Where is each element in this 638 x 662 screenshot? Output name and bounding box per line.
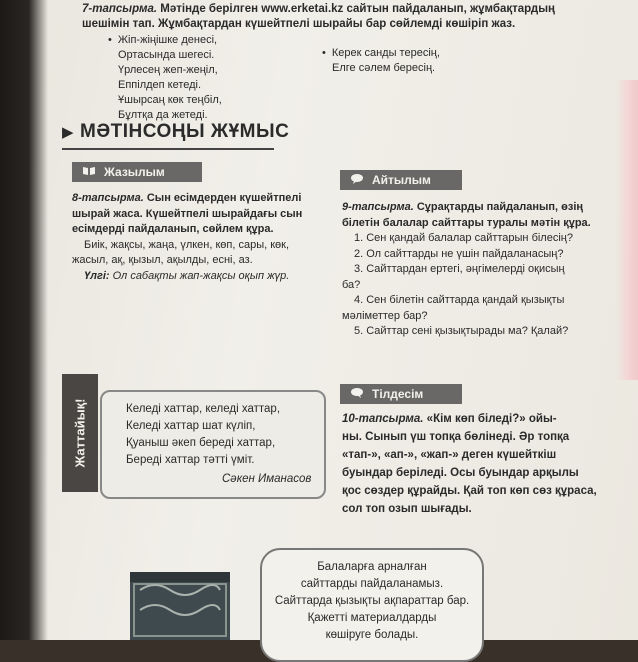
task8-line: шырай жаса. Күшейтпелі шырайдағы сын (72, 207, 303, 220)
task10-line: сол топ озып шығады. (342, 503, 472, 515)
language-header-label: Тілдесім (372, 387, 424, 401)
section-title (62, 121, 289, 143)
ornate-box-illustration (120, 560, 240, 640)
list-item: Ұшырсаң көк теңбіл, (118, 94, 222, 106)
task8-block (72, 191, 334, 284)
background-edge (616, 80, 638, 380)
task7-label: 7-тапсырма. (82, 3, 158, 15)
task9-line: білетін балалар сайттары туралы мәтін құра. (342, 216, 591, 229)
task9-label: 9-тапсырма. (342, 201, 414, 213)
bubble-line: Қажетті материалдарды (307, 612, 437, 624)
poem-line: Береді хаттар тәтті үміт. (126, 454, 255, 466)
task7-line2: шешімін тап. Жұмбақтардан күшейтпелі шырайы бар сөйлемді көшіріп жаз. (82, 18, 516, 30)
task10-block (342, 410, 597, 518)
task10-label: 10-тапсырма. (342, 413, 424, 425)
page-shadow-edge (0, 0, 48, 640)
task8-words: жасыл, ақ, қызыл, ақылды, есні, аз. (72, 254, 253, 266)
memorize-badge-label: Жаттайық! (72, 398, 88, 468)
speaking-header-label: Айтылым (372, 173, 431, 187)
question: 4. Сен білетін сайттарда қандай қызықты (354, 294, 565, 306)
list-item: Ортасында шегесі. (118, 49, 215, 61)
task8-label: 8-тапсырма. (72, 192, 144, 204)
task10-line: «тап-», «ап-», «жап-» деген күшейткіш (342, 449, 557, 461)
writing-header (72, 162, 202, 182)
task10-line: қос сөздер құрайды. Қай топ көп сөз құраса, (342, 485, 597, 497)
list-item: • Жіп-жіңішке денесі, (118, 33, 222, 48)
task10-line: буындар беріледі. Осы буындар арқылы (342, 467, 579, 479)
list-item: Үрлесең жеп-жеңіл, (118, 64, 218, 76)
task8-line: Сын есімдерден күшейтпелі (146, 192, 302, 204)
bubble-line: көшіруге болады. (325, 629, 419, 641)
poem-author: Сәкен Иманасов (222, 473, 312, 485)
language-header (340, 384, 462, 404)
question: 2. Ол сайттарды не үшін пайдаланасың? (354, 247, 564, 260)
book-icon (82, 163, 96, 183)
info-speech-bubble (260, 548, 484, 662)
list-item: Еппілдеп кетеді. (118, 79, 202, 91)
list-item: Бұлтқа да жетеді. (118, 109, 208, 121)
poem-line: Қуаныш әкеп береді хаттар, (126, 437, 276, 449)
riddle-list-left (118, 33, 222, 123)
question: ба? (342, 278, 361, 291)
sample-label: Үлгі: (84, 269, 110, 282)
sample-text: Ол сабақты жап-жақсы оқып жүр. (112, 269, 290, 282)
task7-instructions (82, 2, 582, 32)
task10-line: ны. Сынып үш топқа бөлінеді. Әр топқа (342, 431, 570, 443)
poem-line: Келеді хаттар, келеді хаттар, (126, 403, 281, 415)
task10-line: «Кім көп біледі?» ойы- (426, 413, 557, 425)
poem-box (100, 390, 326, 499)
question: 3. Сайттардан ертегі, әңгімелерді оқисың (354, 263, 565, 275)
question: 1. Сен қандай балалар сайттарын білесің? (354, 232, 573, 244)
memorize-badge (62, 374, 98, 492)
task8-words: Биік, жақсы, жаңа, үлкен, көп, сары, көк, (84, 238, 290, 251)
speech-bubble-icon (350, 385, 364, 405)
speech-bubble-icon (350, 171, 364, 191)
list-item: • Керек санды тересің, (332, 46, 440, 61)
writing-header-label: Жазылым (104, 165, 165, 179)
task7-line1: Мәтінде берілген www.erketai.kz сайтын пайдаланып, жұмбақтардың (160, 3, 555, 15)
section-divider (62, 148, 274, 150)
task8-line: есімдерді пайдаланып, сөйлем құра. (72, 223, 274, 235)
arrow-icon: ▶ (62, 124, 75, 141)
riddle-list-right (332, 46, 440, 76)
poem-line: Келеді хаттар шат күліп, (126, 420, 256, 432)
question: 5. Сайттар сені қызықтырады ма? Қалай? (354, 325, 569, 337)
task9-block (342, 200, 591, 340)
question: мәліметтер бар? (342, 309, 428, 322)
task9-line: Сұрақтарды пайдаланып, өзің (416, 201, 584, 213)
bubble-line: сайттарды пайдаланамыз. (300, 578, 444, 590)
section-title-text: МӘТІНСОҢЫ ЖҰМЫС (80, 121, 290, 142)
list-item: Елге сәлем бересің. (332, 62, 436, 74)
speaking-header (340, 170, 462, 190)
bubble-line: Балаларға арналған (317, 561, 427, 573)
bubble-line: Сайттарда қызықты ақпараттар бар. (274, 595, 470, 607)
